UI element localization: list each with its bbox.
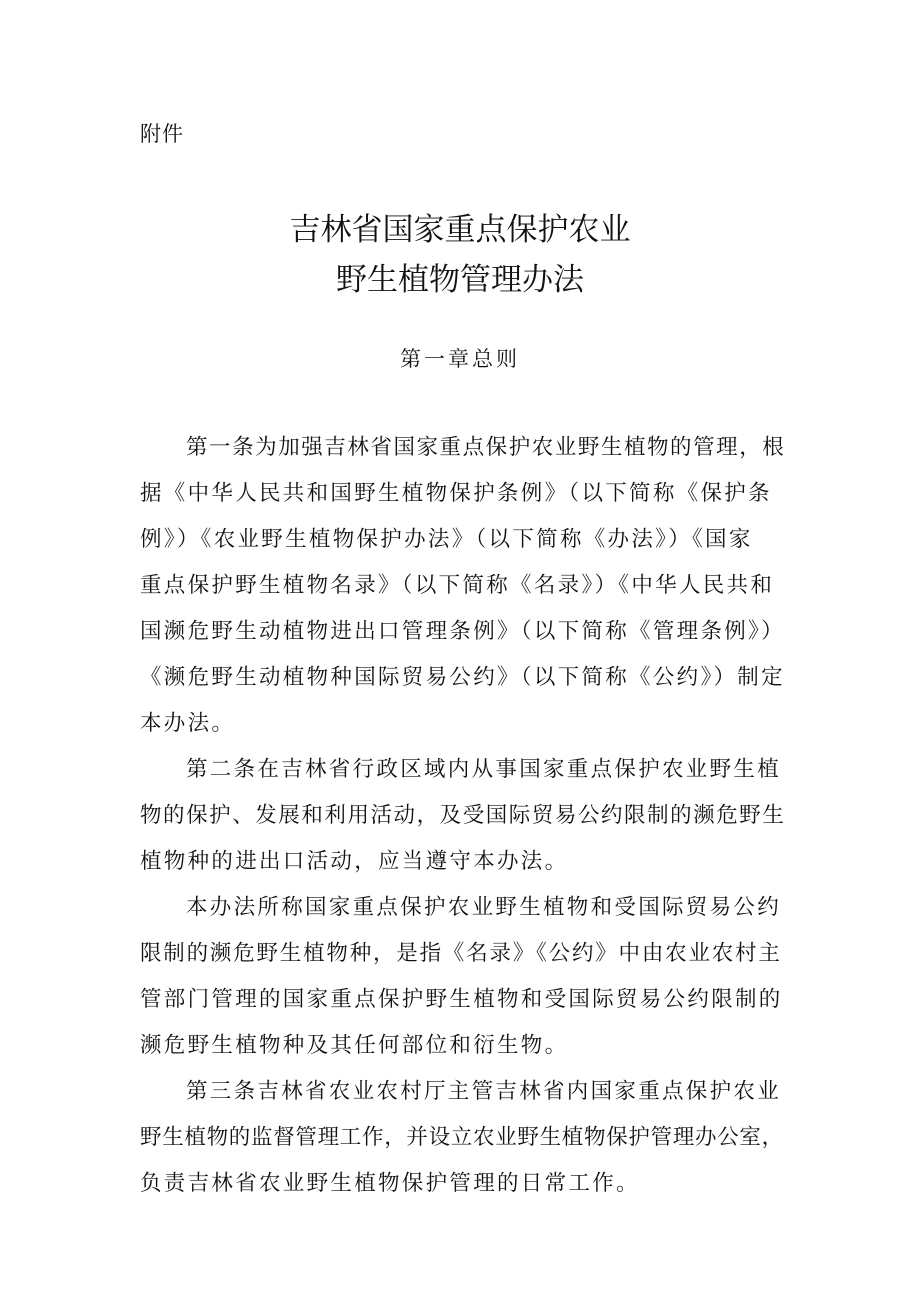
article-1-line: 本办法。 (140, 711, 236, 736)
article-3-line: 第三条吉林省农业农村厅主管吉林省内国家重点保护农业 (186, 1079, 782, 1104)
article-1-line: 国濒危野生动植物进出口管理条例》（以下简称《管理条例》） (140, 619, 785, 644)
article-1-line: 《濒危野生动植物种国际贸易公约》（以下简称《公约》）制定 (140, 665, 785, 690)
chapter-heading: 第一章总则 (400, 347, 520, 371)
document-title-line-1: 吉林省国家重点保护农业 (289, 212, 631, 248)
article-3-line: 负责吉林省农业野生植物保护管理的日常工作。 (140, 1171, 640, 1196)
document-title-line-2: 野生植物管理办法 (336, 262, 584, 298)
definition-paragraph-line: 濒危野生植物种及其任何部位和衍生物。 (140, 1033, 569, 1058)
article-2-line: 第二条在吉林省行政区域内从事国家重点保护农业野生植 (186, 757, 782, 782)
definition-paragraph-line: 限制的濒危野生植物种，是指《名录》《公约》中由农业农村主 (140, 941, 782, 966)
article-2-line: 物的保护、发展和利用活动，及受国际贸易公约限制的濒危野生 (140, 803, 786, 828)
definition-paragraph-line: 本办法所称国家重点保护农业野生植物和受国际贸易公约 (186, 895, 782, 920)
definition-paragraph-line: 管部门管理的国家重点保护野生植物和受国际贸易公约限制的 (140, 987, 783, 1012)
article-3-line: 野生植物的监督管理工作，并设立农业野生植物保护管理办公室， (140, 1125, 784, 1150)
article-1-line: 第一条为加强吉林省国家重点保护农业野生植物的管理，根 (186, 435, 786, 460)
attachment-label: 附件 (140, 122, 184, 146)
article-1-line: 据《中华人民共和国野生植物保护条例》（以下简称《保护条 (140, 481, 772, 506)
article-2-line: 植物种的进出口活动，应当遵守本办法。 (140, 849, 569, 874)
article-1-line: 例》）《农业野生植物保护办法》（以下简称《办法》）《国家 (140, 527, 753, 552)
article-1-line: 重点保护野生植物名录》（以下简称《名录》）《中华人民共和 (140, 573, 775, 598)
